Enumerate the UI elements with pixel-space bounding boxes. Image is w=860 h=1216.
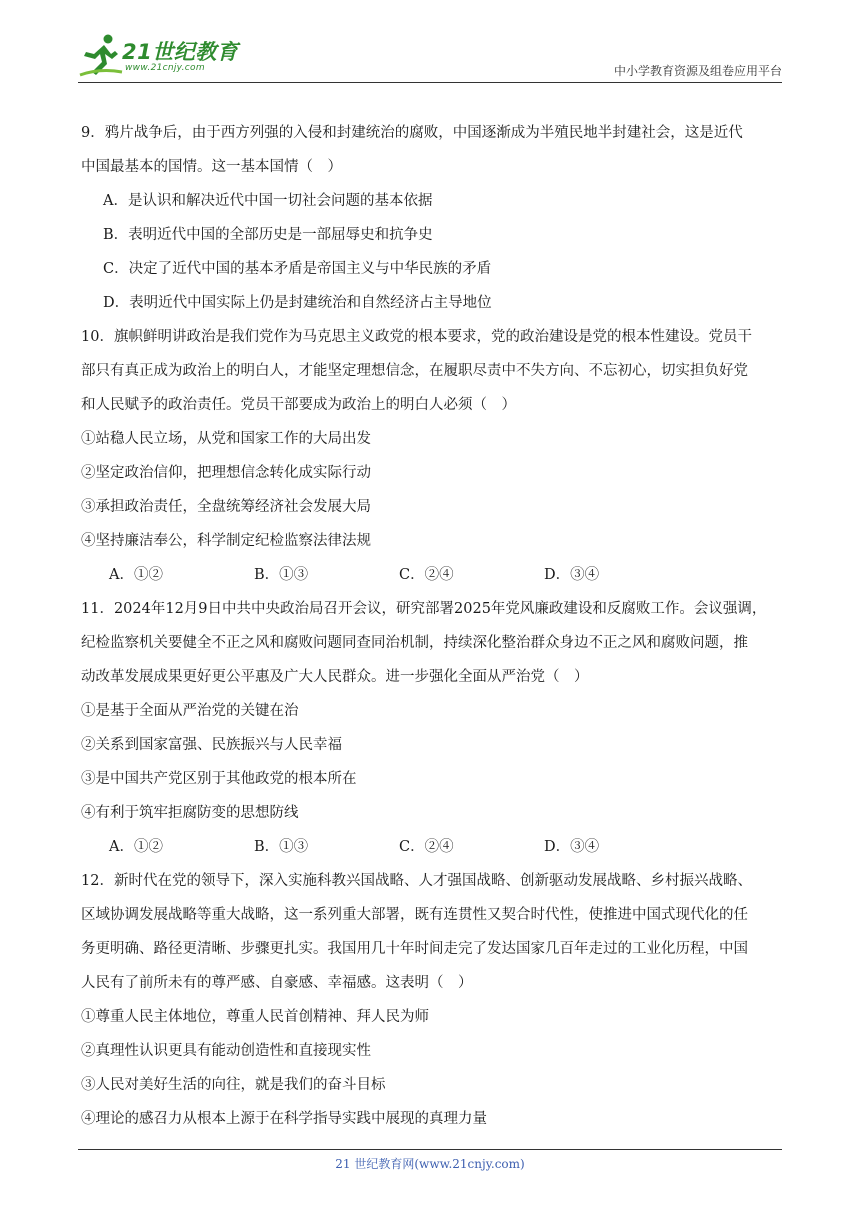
statement-item: ②真理性认识更具有能动创造性和直接现实性 <box>81 1043 371 1059</box>
statement-item: ③人民对美好生活的向往，就是我们的奋斗目标 <box>81 1077 386 1093</box>
answer-option[interactable]: B．①③ <box>254 839 309 855</box>
question-stem-line: 中国最基本的国情。这一基本国情（ ） <box>81 159 342 175</box>
answer-option[interactable]: C．②④ <box>399 839 454 855</box>
page-header <box>78 30 782 82</box>
question-stem-line: 9．鸦片战争后，由于西方列强的入侵和封建统治的腐败，中国逐渐成为半殖民地半封建社会，这是近代 <box>81 125 743 141</box>
question-stem-line: 区域协调发展战略等重大战略，这一系列重大部署，既有连贯性又契合时代性，使推进中国式现代化的任 <box>81 907 748 923</box>
logo-text: 21世纪教育 <box>122 40 239 64</box>
logo <box>78 32 278 80</box>
question-stem-line: 纪检监察机关要健全不正之风和腐败问题同查同治机制，持续深化整治群众身边不正之风和腐败问题，推 <box>81 635 748 651</box>
question-block <box>81 864 781 1136</box>
statement-item: ③承担政治责任，全盘统筹经济社会发展大局 <box>81 499 371 515</box>
statement-item: ①是基于全面从严治党的关键在治 <box>81 703 299 719</box>
statement-item: ④理论的感召力从根本上源于在科学指导实践中展现的真理力量 <box>81 1111 487 1127</box>
answer-option[interactable]: C．②④ <box>399 567 454 583</box>
question-stem-line: 务更明确、路径更清晰、步骤更扎实。我国用几十年时间走完了发达国家几百年走过的工业化历程，中国 <box>81 941 748 957</box>
answer-option[interactable]: D．③④ <box>544 839 600 855</box>
question-stem-line: 人民有了前所未有的尊严感、自豪感、幸福感。这表明（ ） <box>81 975 473 991</box>
question-stem-line: 10．旗帜鲜明讲政治是我们党作为马克思主义政党的根本要求，党的政治建设是党的根本性建设。党员干 <box>81 329 752 345</box>
answer-option[interactable]: C．决定了近代中国的基本矛盾是帝国主义与中华民族的矛盾 <box>103 261 492 277</box>
question-block <box>81 116 781 320</box>
question-stem-line: 动改革发展成果更好更公平惠及广大人民群众。进一步强化全面从严治党（ ） <box>81 669 589 685</box>
logo-url: www.21cnjy.com <box>125 63 205 73</box>
answer-option[interactable]: D．③④ <box>544 567 600 583</box>
question-stem-line: 12．新时代在党的领导下，深入实施科教兴国战略、人才强国战略、创新驱动发展战略、乡村振兴战略、 <box>81 873 752 889</box>
question-block <box>81 592 781 864</box>
answer-option[interactable]: A．①② <box>109 839 163 855</box>
statement-item: ②关系到国家富强、民族振兴与人民幸福 <box>81 737 342 753</box>
statement-item: ①尊重人民主体地位，尊重人民首创精神、拜人民为师 <box>81 1009 429 1025</box>
statement-item: ②坚定政治信仰，把理想信念转化成实际行动 <box>81 465 371 481</box>
question-stem-line: 11．2024年12月9日中共中央政治局召开会议，研究部署2025年党风廉政建设和反腐败工作。会议强调， <box>81 601 767 617</box>
answer-options-row <box>81 830 781 864</box>
statement-item: ④有利于筑牢拒腐防变的思想防线 <box>81 805 299 821</box>
question-stem-line: 部只有真正成为政治上的明白人，才能坚定理想信念，在履职尽责中不失方向、不忘初心，切实担负好党 <box>81 363 748 379</box>
answer-option[interactable]: A．是认识和解决近代中国一切社会问题的基本依据 <box>103 193 433 209</box>
statement-item: ④坚持廉洁奉公，科学制定纪检监察法律法规 <box>81 533 371 549</box>
answer-options-row <box>81 558 781 592</box>
answer-option[interactable]: A．①② <box>109 567 163 583</box>
footer-text: 21 世纪教育网(www.21cnjy.com) <box>335 1157 525 1171</box>
question-block <box>81 320 781 592</box>
platform-name: 中小学教育资源及组卷应用平台 <box>613 64 782 78</box>
runner-icon <box>78 32 124 78</box>
answer-option[interactable]: B．①③ <box>254 567 309 583</box>
statement-item: ③是中国共产党区别于其他政党的根本所在 <box>81 771 357 787</box>
answer-option[interactable]: B．表明近代中国的全部历史是一部屈辱史和抗争史 <box>103 227 433 243</box>
question-list <box>81 116 781 1136</box>
header-divider <box>78 82 782 83</box>
answer-option[interactable]: D．表明近代中国实际上仍是封建统治和自然经济占主导地位 <box>103 295 492 311</box>
footer-divider <box>78 1149 782 1150</box>
question-stem-line: 和人民赋予的政治责任。党员干部要成为政治上的明白人必须（ ） <box>81 397 516 413</box>
statement-item: ①站稳人民立场，从党和国家工作的大局出发 <box>81 431 371 447</box>
